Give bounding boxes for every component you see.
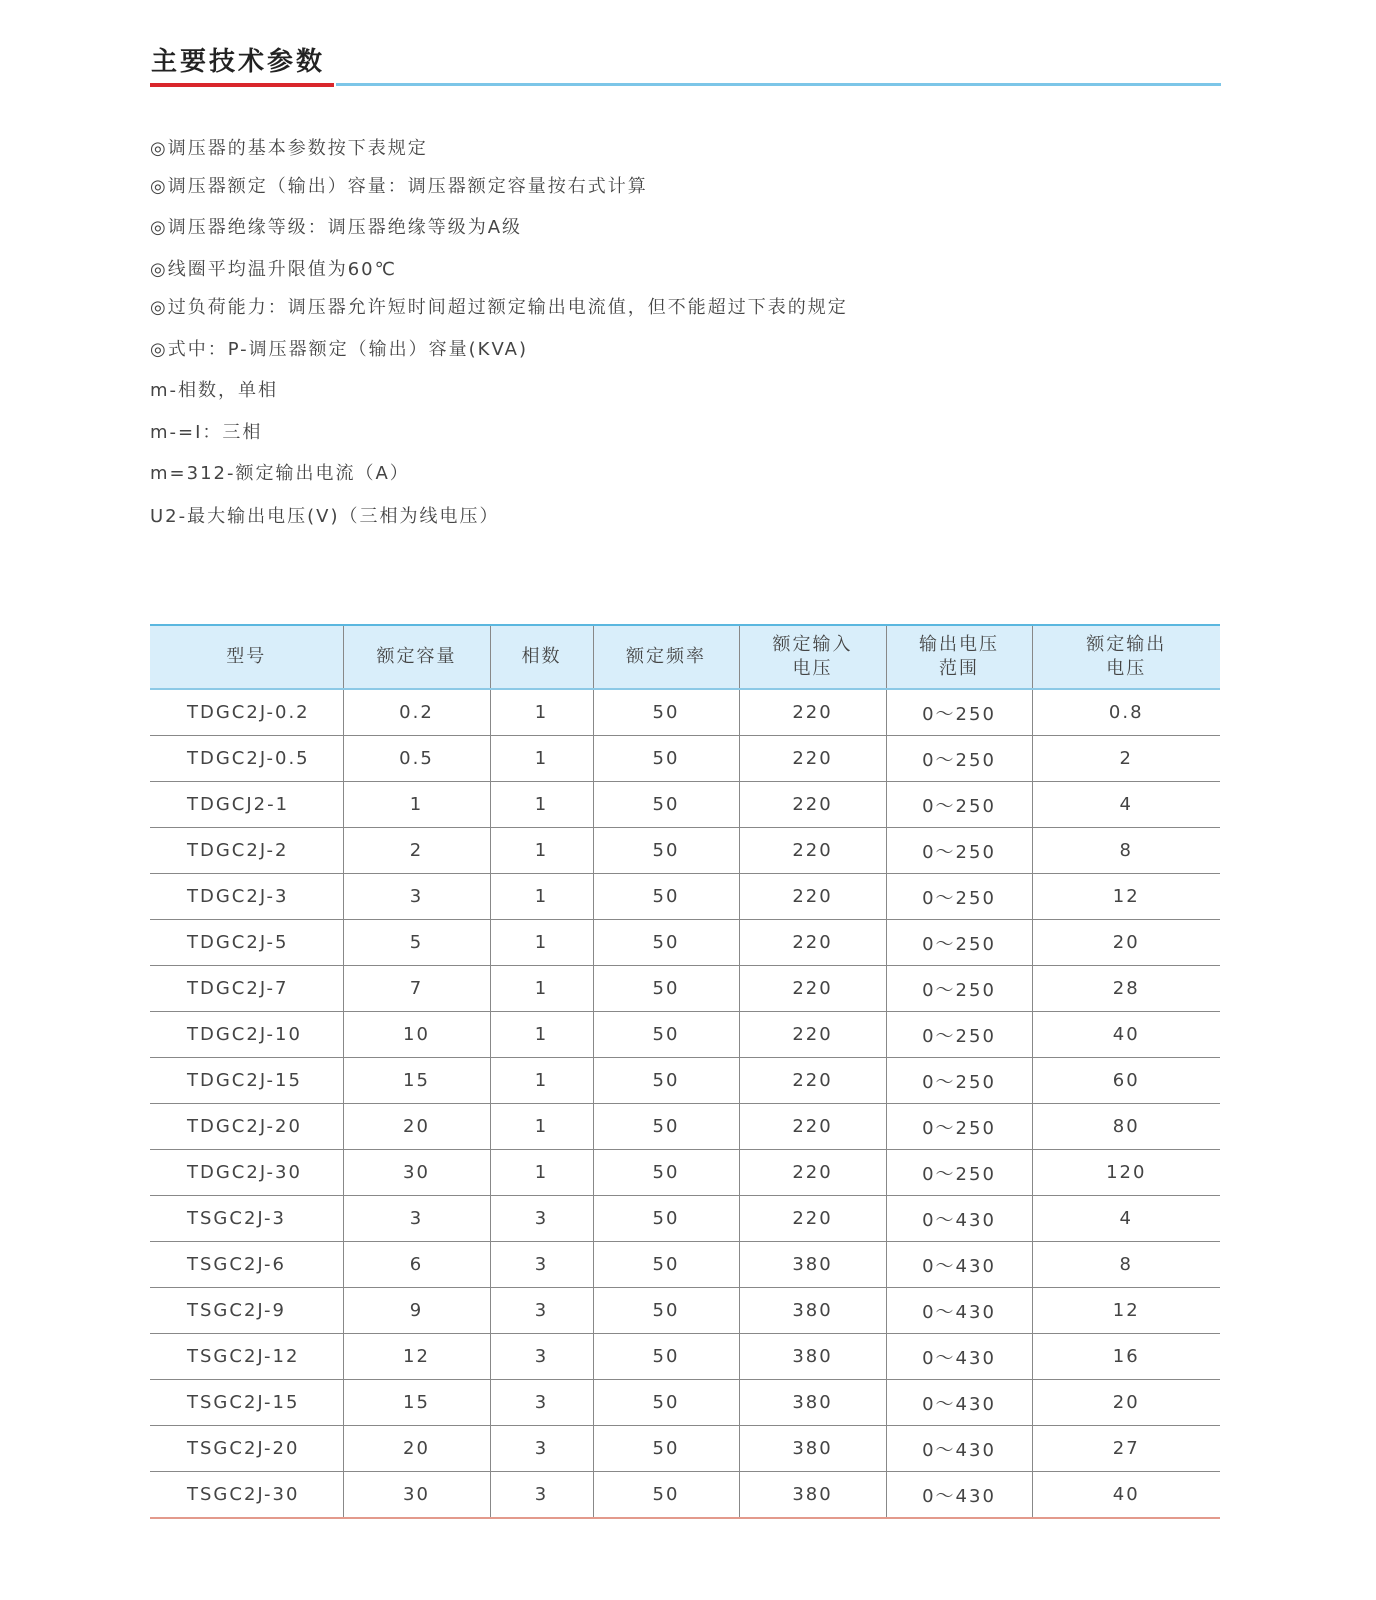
cell-capacity: 3	[343, 874, 490, 920]
column-header-input-voltage	[739, 625, 886, 689]
cell-model: TDGC2J-30	[150, 1150, 343, 1196]
cell-frequency: 50	[593, 966, 739, 1012]
title-underline-red	[150, 83, 334, 87]
cell-output-current: 8	[1032, 1242, 1220, 1288]
cell-frequency: 50	[593, 736, 739, 782]
column-header-text: 额定输出	[1086, 634, 1167, 655]
cell-input-voltage: 220	[739, 736, 886, 782]
cell-frequency: 50	[593, 1196, 739, 1242]
cell-model: TSGC2J-20	[150, 1426, 343, 1472]
cell-phases: 1	[490, 828, 593, 874]
cell-input-voltage: 380	[739, 1426, 886, 1472]
cell-output-range: 0～250	[886, 828, 1032, 874]
param-line: m-相数，单相	[150, 380, 279, 401]
cell-phases: 1	[490, 782, 593, 828]
cell-input-voltage: 380	[739, 1380, 886, 1426]
cell-frequency: 50	[593, 1334, 739, 1380]
cell-output-current: 20	[1032, 920, 1220, 966]
table-row	[150, 874, 1220, 920]
cell-model: TDGC2J-15	[150, 1058, 343, 1104]
cell-frequency: 50	[593, 920, 739, 966]
cell-capacity: 30	[343, 1150, 490, 1196]
cell-phases: 1	[490, 1150, 593, 1196]
cell-output-range: 0～430	[886, 1288, 1032, 1334]
cell-model: TDGC2J-0.5	[150, 736, 343, 782]
column-header-text: 相数	[521, 646, 562, 667]
cell-phases: 1	[490, 1104, 593, 1150]
cell-capacity: 20	[343, 1426, 490, 1472]
cell-model: TDGC2J-0.2	[150, 689, 343, 736]
param-line: ◎线圈平均温升限值为60℃	[150, 259, 397, 280]
cell-model: TDGC2J-7	[150, 966, 343, 1012]
cell-frequency: 50	[593, 689, 739, 736]
cell-capacity: 15	[343, 1380, 490, 1426]
cell-input-voltage: 220	[739, 689, 886, 736]
cell-phases: 1	[490, 736, 593, 782]
cell-input-voltage: 220	[739, 920, 886, 966]
cell-frequency: 50	[593, 1058, 739, 1104]
cell-frequency: 50	[593, 828, 739, 874]
param-line: ◎过负荷能力：调压器允许短时间超过额定输出电流值，但不能超过下表的规定	[150, 297, 848, 318]
cell-output-range: 0～250	[886, 1150, 1032, 1196]
cell-input-voltage: 220	[739, 1196, 886, 1242]
cell-model: TSGC2J-3	[150, 1196, 343, 1242]
table-row	[150, 782, 1220, 828]
cell-phases: 3	[490, 1196, 593, 1242]
cell-output-current: 0.8	[1032, 689, 1220, 736]
column-header-text: 额定容量	[376, 646, 457, 667]
cell-phases: 1	[490, 920, 593, 966]
cell-output-current: 12	[1032, 874, 1220, 920]
cell-output-range: 0～250	[886, 782, 1032, 828]
table-row	[150, 1472, 1220, 1519]
cell-output-current: 4	[1032, 1196, 1220, 1242]
cell-input-voltage: 220	[739, 1104, 886, 1150]
cell-output-range: 0～430	[886, 1472, 1032, 1519]
param-line: m-=I：三相	[150, 422, 263, 443]
cell-output-current: 16	[1032, 1334, 1220, 1380]
cell-capacity: 1	[343, 782, 490, 828]
cell-capacity: 2	[343, 828, 490, 874]
cell-output-range: 0～250	[886, 736, 1032, 782]
cell-input-voltage: 220	[739, 782, 886, 828]
table-row	[150, 1242, 1220, 1288]
cell-output-range: 0～430	[886, 1380, 1032, 1426]
cell-output-current: 8	[1032, 828, 1220, 874]
column-header-text: 输出电压	[919, 634, 999, 655]
cell-input-voltage: 220	[739, 1058, 886, 1104]
cell-phases: 1	[490, 1012, 593, 1058]
cell-model: TSGC2J-30	[150, 1472, 343, 1519]
cell-output-current: 20	[1032, 1380, 1220, 1426]
section-title: 主要技术参数	[151, 47, 326, 77]
table-row	[150, 1012, 1220, 1058]
table-row	[150, 689, 1220, 736]
cell-output-current: 80	[1032, 1104, 1220, 1150]
column-header-text: 范围	[939, 658, 979, 679]
cell-model: TDGC2J-10	[150, 1012, 343, 1058]
cell-phases: 1	[490, 874, 593, 920]
cell-capacity: 5	[343, 920, 490, 966]
cell-input-voltage: 380	[739, 1334, 886, 1380]
cell-model: TDGC2J-5	[150, 920, 343, 966]
table-row	[150, 1380, 1220, 1426]
cell-model: TSGC2J-15	[150, 1380, 343, 1426]
cell-phases: 3	[490, 1242, 593, 1288]
cell-phases: 1	[490, 689, 593, 736]
cell-output-current: 27	[1032, 1426, 1220, 1472]
cell-frequency: 50	[593, 1012, 739, 1058]
column-header-output-current	[1032, 625, 1220, 689]
cell-phases: 3	[490, 1334, 593, 1380]
cell-phases: 3	[490, 1426, 593, 1472]
cell-input-voltage: 380	[739, 1242, 886, 1288]
param-line: ◎调压器额定（输出）容量：调压器额定容量按右式计算	[150, 176, 648, 197]
cell-phases: 3	[490, 1472, 593, 1519]
column-header-output-range	[886, 625, 1032, 689]
cell-capacity: 30	[343, 1472, 490, 1519]
cell-model: TDGC2J-20	[150, 1104, 343, 1150]
cell-output-current: 2	[1032, 736, 1220, 782]
cell-output-current: 40	[1032, 1472, 1220, 1519]
cell-output-range: 0～430	[886, 1242, 1032, 1288]
cell-model: TSGC2J-6	[150, 1242, 343, 1288]
cell-frequency: 50	[593, 1472, 739, 1519]
cell-input-voltage: 220	[739, 1012, 886, 1058]
cell-phases: 1	[490, 966, 593, 1012]
cell-output-range: 0～430	[886, 1196, 1032, 1242]
cell-capacity: 10	[343, 1012, 490, 1058]
param-line: ◎式中：P-调压器额定（输出）容量(KVA)	[150, 339, 528, 360]
cell-capacity: 15	[343, 1058, 490, 1104]
column-header-phases	[490, 625, 593, 689]
cell-capacity: 3	[343, 1196, 490, 1242]
cell-capacity: 9	[343, 1288, 490, 1334]
param-line: ◎调压器的基本参数按下表规定	[150, 138, 428, 159]
cell-capacity: 6	[343, 1242, 490, 1288]
title-underline-blue	[336, 83, 1221, 86]
cell-output-current: 60	[1032, 1058, 1220, 1104]
table-row	[150, 1058, 1220, 1104]
cell-frequency: 50	[593, 1242, 739, 1288]
cell-output-range: 0～250	[886, 1012, 1032, 1058]
column-header-text: 电压	[1106, 658, 1147, 679]
cell-input-voltage: 220	[739, 874, 886, 920]
param-line: m=312-额定输出电流（A）	[150, 463, 410, 484]
column-header-text: 额定频率	[626, 646, 706, 667]
cell-output-range: 0～250	[886, 689, 1032, 736]
cell-input-voltage: 220	[739, 966, 886, 1012]
table-row	[150, 920, 1220, 966]
cell-output-range: 0～250	[886, 1104, 1032, 1150]
cell-output-current: 40	[1032, 1012, 1220, 1058]
cell-output-range: 0～250	[886, 966, 1032, 1012]
column-header-text: 电压	[792, 658, 833, 679]
cell-output-range: 0～250	[886, 874, 1032, 920]
cell-frequency: 50	[593, 1104, 739, 1150]
cell-model: TDGC2J-3	[150, 874, 343, 920]
table-row	[150, 966, 1220, 1012]
cell-output-range: 0～430	[886, 1334, 1032, 1380]
cell-phases: 3	[490, 1380, 593, 1426]
table-header-row	[150, 625, 1220, 689]
cell-frequency: 50	[593, 1150, 739, 1196]
cell-output-range: 0～430	[886, 1426, 1032, 1472]
table-row	[150, 1288, 1220, 1334]
cell-input-voltage: 220	[739, 828, 886, 874]
cell-capacity: 0.5	[343, 736, 490, 782]
cell-output-current: 4	[1032, 782, 1220, 828]
column-header-text: 额定输入	[772, 634, 853, 655]
cell-model: TSGC2J-9	[150, 1288, 343, 1334]
cell-capacity: 0.2	[343, 689, 490, 736]
cell-capacity: 7	[343, 966, 490, 1012]
column-header-frequency	[593, 625, 739, 689]
cell-capacity: 12	[343, 1334, 490, 1380]
column-header-text: 型号	[226, 646, 267, 667]
cell-output-current: 120	[1032, 1150, 1220, 1196]
cell-frequency: 50	[593, 1288, 739, 1334]
table-row	[150, 736, 1220, 782]
cell-input-voltage: 220	[739, 1150, 886, 1196]
cell-capacity: 20	[343, 1104, 490, 1150]
cell-phases: 1	[490, 1058, 593, 1104]
table-row	[150, 1104, 1220, 1150]
cell-output-current: 28	[1032, 966, 1220, 1012]
cell-frequency: 50	[593, 1380, 739, 1426]
table-row	[150, 1334, 1220, 1380]
cell-frequency: 50	[593, 1426, 739, 1472]
cell-output-range: 0～250	[886, 920, 1032, 966]
cell-model: TSGC2J-12	[150, 1334, 343, 1380]
cell-phases: 3	[490, 1288, 593, 1334]
cell-frequency: 50	[593, 874, 739, 920]
table-row	[150, 1196, 1220, 1242]
param-line: ◎调压器绝缘等级：调压器绝缘等级为A级	[150, 217, 523, 238]
cell-output-range: 0～250	[886, 1058, 1032, 1104]
cell-input-voltage: 380	[739, 1288, 886, 1334]
cell-model: TDGC2J-2	[150, 828, 343, 874]
column-header-capacity	[343, 625, 490, 689]
table-row	[150, 1150, 1220, 1196]
table-row	[150, 828, 1220, 874]
cell-input-voltage: 380	[739, 1472, 886, 1519]
table-row	[150, 1426, 1220, 1472]
cell-output-current: 12	[1032, 1288, 1220, 1334]
column-header-model	[150, 625, 343, 689]
param-line: U2-最大输出电压(V)（三相为线电压）	[150, 506, 500, 527]
cell-model: TDGCJ2-1	[150, 782, 343, 828]
spec-table	[150, 624, 1220, 1519]
cell-frequency: 50	[593, 782, 739, 828]
